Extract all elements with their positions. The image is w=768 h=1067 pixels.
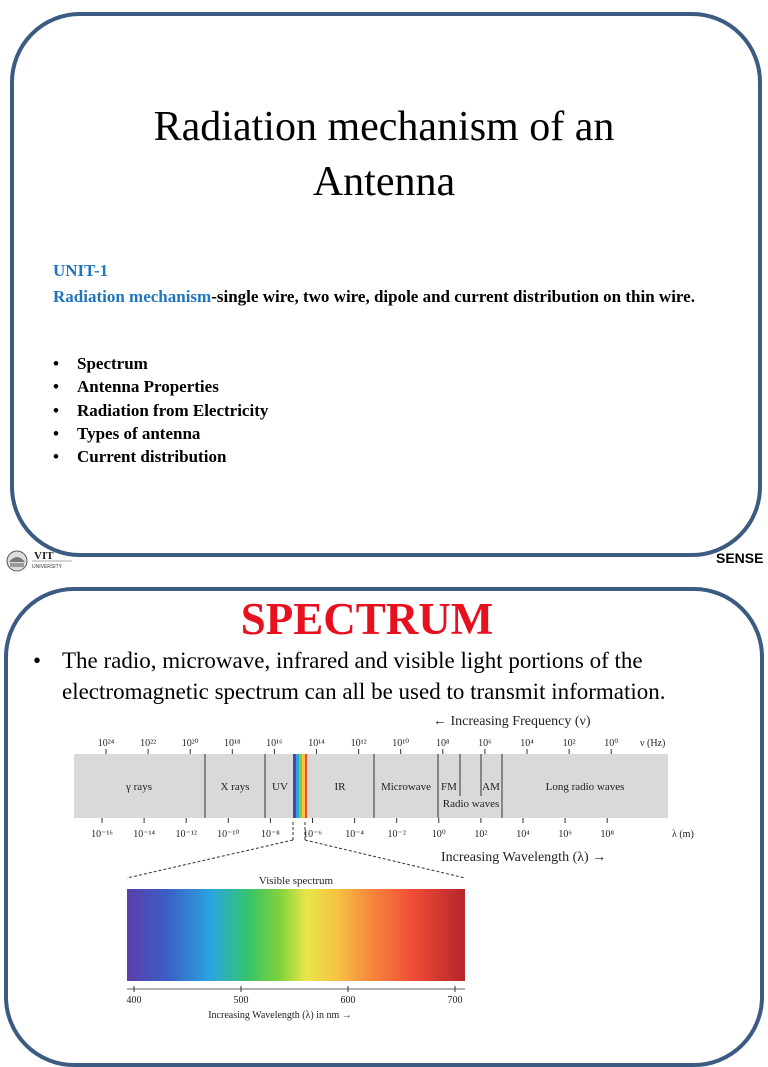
wavelength-tick-label: 10⁻¹⁰ (217, 829, 240, 840)
band-label: Long radio waves (545, 781, 625, 793)
wavelength-tick-label: 10⁻¹² (175, 829, 197, 840)
frequency-tick-label: 10¹⁴ (308, 738, 325, 749)
topic-item: • Radiation from Electricity (53, 399, 268, 422)
topic-item: • Current distribution (53, 445, 268, 468)
wavelength-unit: λ (m) (672, 829, 694, 840)
frequency-tick-label: 10¹⁶ (266, 738, 283, 749)
frequency-tick-label: 10² (562, 738, 576, 749)
visible-tick-label: 600 (340, 995, 356, 1006)
unit-description (53, 285, 733, 309)
visible-tick-label: 500 (233, 995, 249, 1006)
band-label: FM (441, 781, 457, 793)
frequency-unit: ν (Hz) (640, 738, 666, 749)
frequency-arrow-label: ← Increasing Frequency (ν) (433, 714, 591, 729)
em-spectrum-diagram (0, 700, 768, 1024)
wavelength-tick-label: 10⁻⁴ (345, 829, 364, 840)
topic-item: • Antenna Properties (53, 375, 268, 398)
frequency-tick-label: 10²² (140, 738, 157, 749)
wavelength-tick-label: 10⁻⁸ (261, 829, 280, 840)
unit-label: UNIT-1 (53, 261, 109, 280)
frequency-tick-label: 10⁰ (604, 738, 619, 749)
frequency-tick-label: 10¹² (350, 738, 367, 749)
radio-waves-label: Radio waves (442, 798, 500, 810)
visible-tick-label: 700 (447, 995, 463, 1006)
wavelength-arrow-label: Increasing Wavelength (λ) → (441, 850, 607, 865)
wavelength-tick-label: 10⁻² (387, 829, 406, 840)
frequency-tick-label: 10¹⁰ (392, 738, 410, 749)
logo-text: VIT (34, 550, 54, 562)
topic-list (53, 352, 268, 468)
band-label: AM (482, 781, 500, 793)
intro-text: The radio, microwave, infrared and visible light portions of the electromagnetic spectrum can all be used to transmit information. (62, 648, 666, 704)
topic-item: • Types of antenna (53, 422, 268, 445)
brand-label: SENSE (716, 550, 764, 566)
slide-title: Radiation mechanism of an Antenna (153, 104, 615, 205)
band-label: Microwave (380, 781, 432, 793)
band-label: γ rays (126, 781, 152, 793)
frequency-tick-label: 10⁸ (436, 738, 450, 749)
frequency-tick-label: 10²⁴ (97, 738, 115, 749)
visible-spectrum-gradient (127, 889, 465, 981)
frequency-tick-label: 10²⁰ (181, 738, 199, 749)
visible-spectrum-title: Visible spectrum (258, 875, 334, 887)
logo-subtext: UNIVERSITY (32, 564, 63, 570)
wavelength-tick-label: 10⁻¹⁴ (133, 829, 155, 840)
wavelength-tick-label: 10⁶ (558, 829, 572, 840)
band-label: X rays (220, 781, 250, 793)
description-highlight: Radiation mechanism (53, 287, 212, 306)
wavelength-tick-label: 10² (474, 829, 488, 840)
visible-axis-label: Increasing Wavelength (λ) in nm → (208, 1010, 352, 1021)
visible-tick-label: 400 (126, 995, 142, 1006)
frequency-tick-label: 10⁴ (520, 738, 534, 749)
wavelength-tick-label: 10⁰ (431, 829, 446, 840)
bullet-symbol: • (33, 648, 42, 673)
wavelength-tick-label: 10⁸ (600, 829, 614, 840)
band-label: UV (272, 781, 288, 793)
vit-logo (4, 548, 74, 574)
topic-item: • Spectrum (53, 352, 268, 375)
wavelength-tick-label: 10⁴ (516, 829, 530, 840)
wavelength-tick-label: 10⁻⁶ (303, 829, 322, 840)
wavelength-tick-label: 10⁻¹⁶ (91, 829, 113, 840)
frequency-tick-label: 10¹⁸ (224, 738, 241, 749)
frequency-tick-label: 10⁶ (478, 738, 492, 749)
description-text: -single wire, two wire, dipole and current distribution on thin wire. (211, 287, 695, 306)
slide-title: SPECTRUM (240, 594, 494, 644)
band-label: IR (334, 781, 346, 793)
